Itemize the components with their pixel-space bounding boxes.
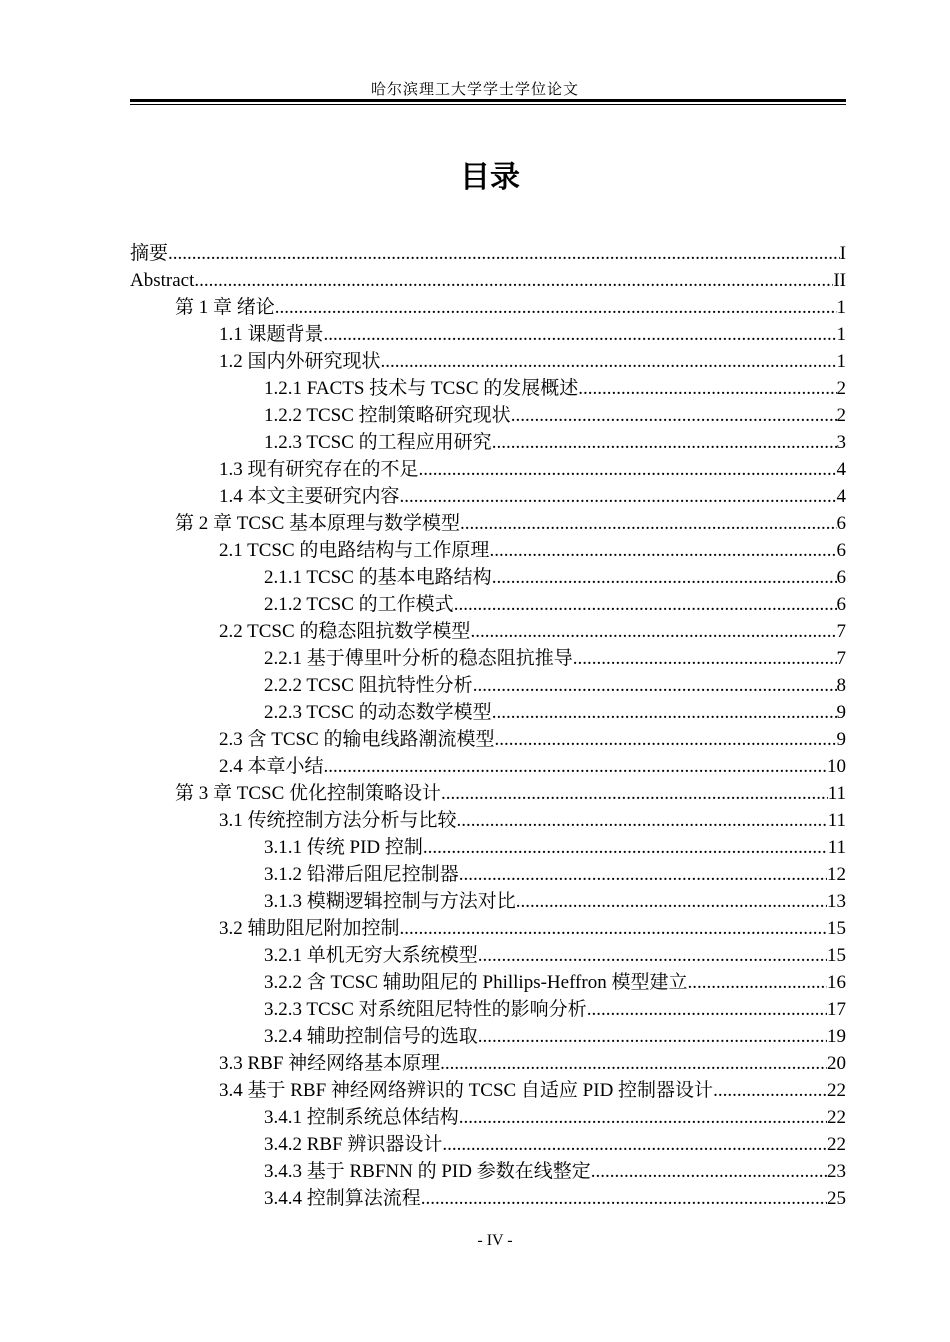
toc-entry-label: 3.2.2 含 TCSC 辅助阻尼的 Phillips-Heffron 模型建立: [264, 972, 688, 993]
toc-entry-label: 摘要: [130, 243, 169, 264]
toc-entry-label: 2.4 本章小结: [219, 756, 324, 777]
toc-entry[interactable]: [130, 618, 846, 645]
toc-entry-page: 6: [836, 513, 846, 534]
toc-leader-dots: [441, 780, 828, 807]
toc-entry[interactable]: [130, 375, 846, 402]
toc-leader-dots: [495, 726, 837, 753]
toc-entry-page: 15: [827, 918, 846, 939]
toc-entry[interactable]: [130, 645, 846, 672]
toc-entry[interactable]: [130, 726, 846, 753]
toc-leader-dots: [478, 942, 827, 969]
toc-entry[interactable]: [130, 996, 846, 1023]
toc-entry[interactable]: [130, 753, 846, 780]
toc-entry[interactable]: [130, 1185, 846, 1212]
toc-entry[interactable]: [130, 267, 846, 294]
toc-entry[interactable]: [130, 294, 846, 321]
toc-leader-dots: [587, 996, 827, 1023]
table-of-contents: [130, 240, 846, 1212]
toc-leader-dots: [687, 969, 827, 996]
toc-leader-dots: [578, 375, 836, 402]
toc-entry[interactable]: [130, 240, 846, 267]
toc-entry-page: 1: [836, 351, 846, 372]
toc-leader-dots: [324, 753, 827, 780]
toc-entry-page: 3: [836, 432, 846, 453]
page-title: 目录: [460, 160, 520, 195]
toc-entry-label: 3.3 RBF 神经网络基本原理: [219, 1053, 441, 1074]
toc-entry[interactable]: [130, 834, 846, 861]
toc-entry-label: 3.1.3 模糊逻辑控制与方法对比: [264, 891, 516, 912]
toc-entry[interactable]: [130, 537, 846, 564]
toc-entry-label: 1.2.2 TCSC 控制策略研究现状: [264, 405, 511, 426]
toc-entry[interactable]: [130, 969, 846, 996]
toc-entry-page: II: [833, 270, 846, 291]
toc-entry-page: 22: [827, 1134, 846, 1155]
toc-entry[interactable]: [130, 591, 846, 618]
toc-entry-page: 7: [836, 621, 846, 642]
toc-entry-label: 3.4.3 基于 RBFNN 的 PID 参数在线整定: [264, 1161, 591, 1182]
toc-entry[interactable]: [130, 1131, 846, 1158]
toc-entry-page: 6: [836, 594, 846, 615]
toc-leader-dots: [460, 510, 836, 537]
toc-entry-label: 第 1 章 绪论: [175, 297, 275, 318]
toc-entry-label: 2.3 含 TCSC 的输电线路潮流模型: [219, 729, 495, 750]
toc-entry-label: 2.1 TCSC 的电路结构与工作原理: [219, 540, 490, 561]
toc-entry-page: 4: [836, 459, 846, 480]
toc-entry-label: 3.1.2 铅滞后阻尼控制器: [264, 864, 459, 885]
toc-entry-page: 8: [836, 675, 846, 696]
toc-entry-label: 3.2 辅助阻尼附加控制: [219, 918, 400, 939]
toc-entry-page: 20: [827, 1053, 846, 1074]
toc-leader-dots: [442, 1131, 827, 1158]
toc-entry-page: 1: [836, 297, 846, 318]
toc-entry-page: 4: [836, 486, 846, 507]
toc-entry-label: 1.1 课题背景: [219, 324, 324, 345]
toc-entry-label: 第 3 章 TCSC 优化控制策略设计: [175, 783, 442, 804]
toc-leader-dots: [511, 402, 837, 429]
toc-leader-dots: [324, 321, 837, 348]
toc-leader-dots: [573, 645, 837, 672]
toc-entry-label: 2.1.1 TCSC 的基本电路结构: [264, 567, 492, 588]
toc-entry[interactable]: [130, 942, 846, 969]
toc-leader-dots: [194, 267, 833, 294]
toc-entry[interactable]: [130, 672, 846, 699]
toc-entry-label: 2.2.2 TCSC 阻抗特性分析: [264, 675, 473, 696]
toc-entry-page: 1: [836, 324, 846, 345]
toc-entry-page: 12: [827, 864, 846, 885]
toc-entry[interactable]: [130, 402, 846, 429]
toc-entry[interactable]: [130, 510, 846, 537]
toc-leader-dots: [421, 1185, 827, 1212]
toc-entry[interactable]: [130, 1077, 846, 1104]
toc-entry-page: 10: [827, 756, 846, 777]
toc-leader-dots: [400, 915, 827, 942]
toc-entry[interactable]: [130, 1050, 846, 1077]
toc-entry-label: 第 2 章 TCSC 基本原理与数学模型: [175, 513, 461, 534]
toc-leader-dots: [275, 294, 837, 321]
toc-entry-page: 19: [827, 1026, 846, 1047]
toc-leader-dots: [713, 1077, 827, 1104]
toc-entry-label: Abstract: [130, 270, 195, 291]
toc-entry[interactable]: [130, 1023, 846, 1050]
toc-entry-page: 6: [836, 567, 846, 588]
toc-leader-dots: [516, 888, 827, 915]
toc-entry-label: 2.1.2 TCSC 的工作模式: [264, 594, 454, 615]
toc-entry-label: 1.2.3 TCSC 的工程应用研究: [264, 432, 492, 453]
toc-entry-page: 7: [836, 648, 846, 669]
toc-entry-page: 11: [827, 810, 846, 831]
toc-entry-page: I: [839, 243, 846, 264]
toc-leader-dots: [440, 1050, 827, 1077]
toc-entry-page: 13: [827, 891, 846, 912]
toc-entry-label: 1.4 本文主要研究内容: [219, 486, 400, 507]
toc-entry[interactable]: [130, 699, 846, 726]
toc-entry-page: 11: [827, 783, 846, 804]
toc-entry-page: 2: [836, 378, 846, 399]
toc-entry-label: 2.2 TCSC 的稳态阻抗数学模型: [219, 621, 471, 642]
toc-entry[interactable]: [130, 807, 846, 834]
toc-leader-dots: [400, 483, 837, 510]
toc-leader-dots: [459, 1104, 827, 1131]
toc-entry[interactable]: [130, 915, 846, 942]
toc-entry-page: 11: [827, 837, 846, 858]
toc-entry[interactable]: [130, 780, 846, 807]
toc-leader-dots: [591, 1158, 827, 1185]
toc-leader-dots: [470, 618, 836, 645]
toc-entry[interactable]: [130, 483, 846, 510]
toc-leader-dots: [492, 699, 837, 726]
toc-leader-dots: [478, 1023, 827, 1050]
toc-entry[interactable]: [130, 321, 846, 348]
toc-entry-label: 3.4.2 RBF 辨识器设计: [264, 1134, 443, 1155]
toc-entry[interactable]: [130, 564, 846, 591]
toc-leader-dots: [492, 429, 837, 456]
toc-entry-label: 1.2.1 FACTS 技术与 TCSC 的发展概述: [264, 378, 579, 399]
toc-leader-dots: [492, 564, 837, 591]
toc-entry-label: 3.4.1 控制系统总体结构: [264, 1107, 459, 1128]
toc-leader-dots: [489, 537, 836, 564]
toc-entry[interactable]: [130, 429, 846, 456]
running-header: 哈尔滨理工大学学士学位论文: [370, 82, 579, 98]
toc-entry[interactable]: [130, 1158, 846, 1185]
toc-entry-label: 3.4 基于 RBF 神经网络辨识的 TCSC 自适应 PID 控制器设计: [219, 1080, 714, 1101]
toc-entry-page: 23: [827, 1161, 846, 1182]
toc-entry-page: 9: [836, 702, 846, 723]
toc-leader-dots: [168, 240, 840, 267]
toc-leader-dots: [473, 672, 837, 699]
toc-leader-dots: [419, 456, 837, 483]
toc-entry-label: 3.1 传统控制方法分析与比较: [219, 810, 457, 831]
toc-entry-page: 25: [827, 1188, 846, 1209]
toc-leader-dots: [454, 591, 837, 618]
toc-entry[interactable]: [130, 348, 846, 375]
toc-entry-label: 1.3 现有研究存在的不足: [219, 459, 419, 480]
toc-entry-label: 3.2.4 辅助控制信号的选取: [264, 1026, 478, 1047]
toc-entry-page: 22: [827, 1107, 846, 1128]
toc-entry[interactable]: [130, 888, 846, 915]
toc-leader-dots: [459, 861, 827, 888]
toc-entry-page: 15: [827, 945, 846, 966]
toc-entry[interactable]: [130, 1104, 846, 1131]
toc-entry-page: 9: [836, 729, 846, 750]
toc-entry-label: 3.2.3 TCSC 对系统阻尼特性的影响分析: [264, 999, 587, 1020]
toc-entry[interactable]: [130, 861, 846, 888]
toc-entry-label: 3.1.1 传统 PID 控制: [264, 837, 423, 858]
header-rule-thin: [130, 104, 846, 105]
toc-entry-label: 1.2 国内外研究现状: [219, 351, 381, 372]
page-number: - IV -: [477, 1232, 513, 1249]
header-rule-thick: [130, 99, 846, 102]
toc-entry-page: 6: [836, 540, 846, 561]
toc-leader-dots: [423, 834, 828, 861]
toc-entry-page: 17: [827, 999, 846, 1020]
toc-leader-dots: [381, 348, 837, 375]
toc-entry-label: 2.2.1 基于傅里叶分析的稳态阻抗推导: [264, 648, 573, 669]
toc-entry-page: 22: [827, 1080, 846, 1101]
toc-entry-page: 2: [836, 405, 846, 426]
toc-entry-label: 3.4.4 控制算法流程: [264, 1188, 421, 1209]
toc-entry[interactable]: [130, 456, 846, 483]
toc-entry-page: 16: [827, 972, 846, 993]
toc-entry-label: 3.2.1 单机无穷大系统模型: [264, 945, 478, 966]
toc-entry-label: 2.2.3 TCSC 的动态数学模型: [264, 702, 492, 723]
toc-leader-dots: [457, 807, 828, 834]
